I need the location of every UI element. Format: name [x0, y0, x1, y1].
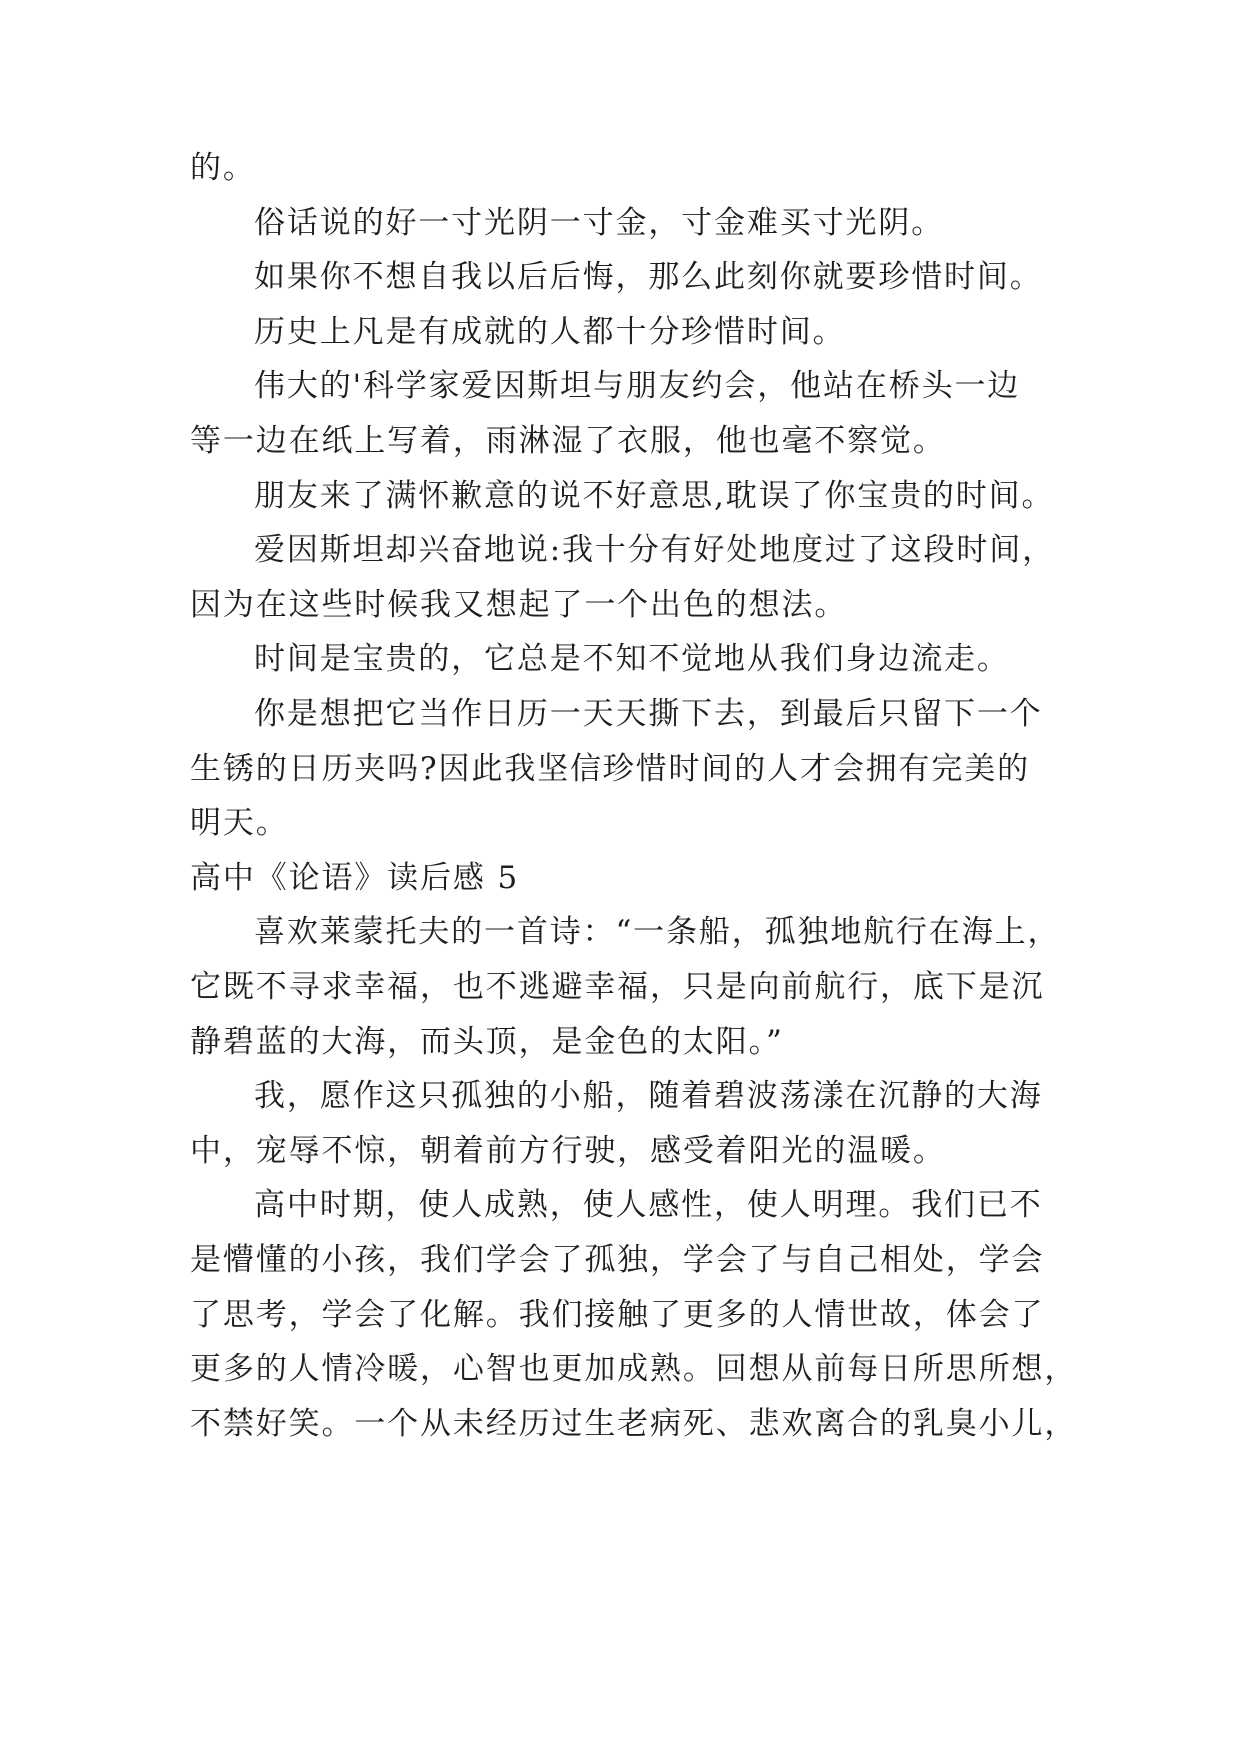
text-line: 时间是宝贵的，它总是不知不觉地从我们身边流走。: [254, 641, 1010, 678]
text-line: 生锈的日历夹吗?因此我坚信珍惜时间的人才会拥有完美的: [190, 750, 1030, 787]
text-line: 如果你不想自我以后后悔，那么此刻你就要珍惜时间。: [254, 259, 1043, 296]
text-line: 更多的人情冷暖，心智也更加成熟。回想从前每日所思所想，: [190, 1351, 1078, 1388]
text-line: 俗话说的好一寸光阴一寸金，寸金难买寸光阴。: [254, 204, 945, 241]
section-heading: 高中《论语》读后感 5: [190, 859, 520, 896]
text-line: 中，宠辱不惊，朝着前方行驶，感受着阳光的温暖。: [190, 1132, 946, 1169]
text-line: 历史上凡是有成就的人都十分珍惜时间。: [254, 313, 846, 350]
text-line: 的。: [190, 150, 256, 186]
text-line: 我，愿作这只孤独的小船，随着碧波荡漾在沉静的大海: [254, 1078, 1043, 1115]
text-line: 因为在这些时候我又想起了一个出色的想法。: [190, 586, 848, 623]
text-line: 爱因斯坦却兴奋地说:我十分有好处地度过了这段时间，: [254, 532, 1055, 569]
text-line: 明天。: [190, 805, 289, 842]
text-line: 了思考，学会了化解。我们接触了更多的人情世故，体会了: [190, 1296, 1045, 1333]
text-line: 伟大的'科学家爱因斯坦与朋友约会，他站在桥头一边: [254, 368, 1021, 405]
text-line: 喜欢莱蒙托夫的一首诗：“一条船，孤独地航行在海上，: [254, 914, 1061, 951]
text-line: 不禁好笑。一个从未经历过生老病死、悲欢离合的乳臭小儿，: [190, 1405, 1078, 1442]
text-line: 是懵懂的小孩，我们学会了孤独，学会了与自己相处，学会: [190, 1242, 1045, 1278]
text-line: 高中时期，使人成熟，使人感性，使人明理。我们已不: [254, 1187, 1043, 1224]
text-line: 朋友来了满怀歉意的说不好意思,耽误了你宝贵的时间。: [254, 477, 1055, 514]
text-line: 静碧蓝的大海，而头顶，是金色的太阳。”: [190, 1023, 784, 1060]
text-line: 它既不寻求幸福，也不逃避幸福，只是向前航行，底下是沉: [190, 969, 1045, 1005]
text-line: 等一边在纸上写着，雨淋湿了衣服，他也毫不察觉。: [190, 423, 946, 459]
text-line: 你是想把它当作日历一天天撕下去，到最后只留下一个: [254, 696, 1043, 732]
